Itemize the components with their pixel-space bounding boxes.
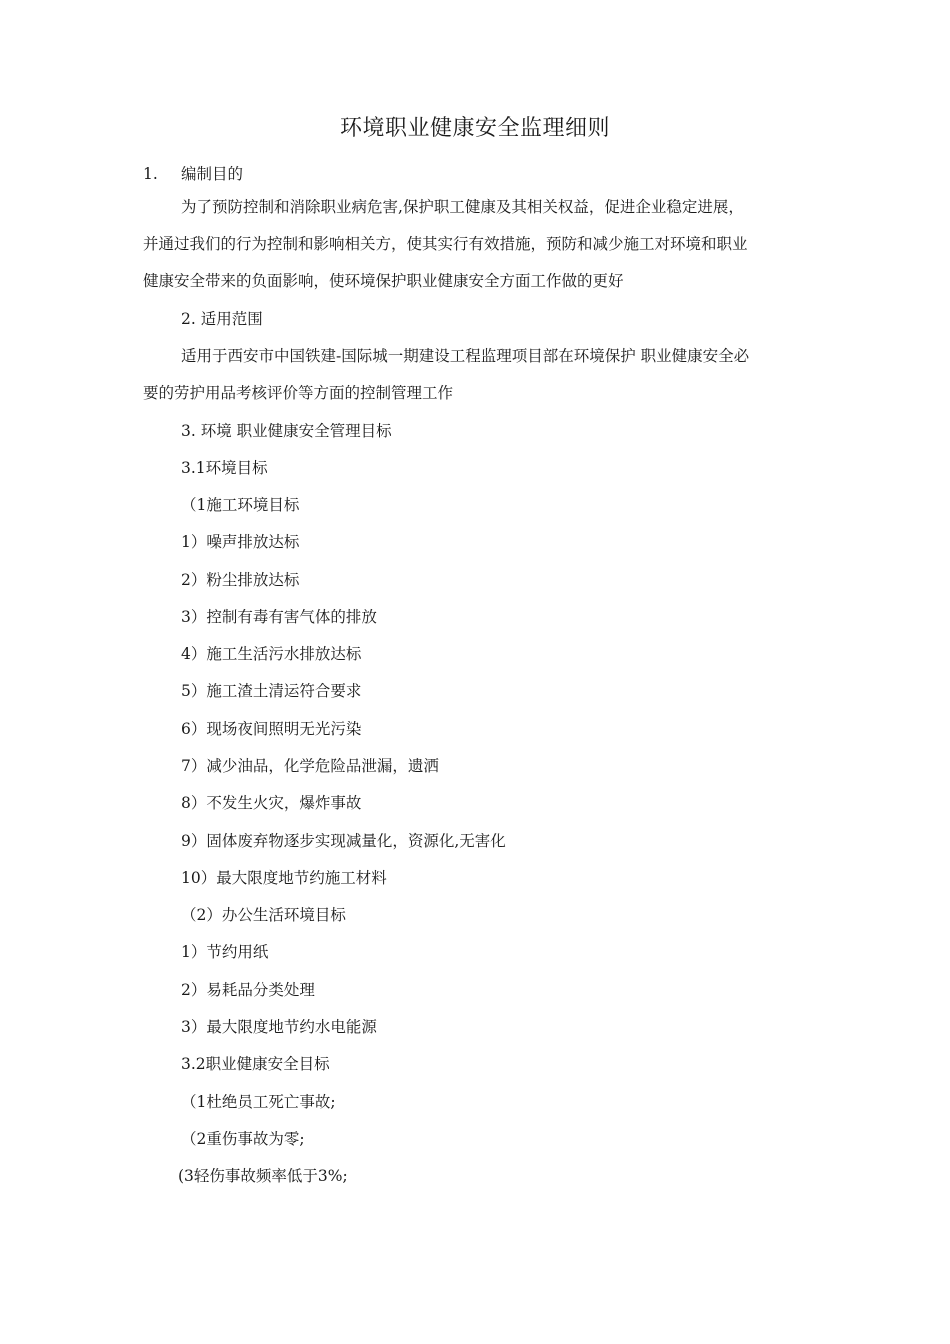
list-item: 10）最大限度地节约施工材料 — [181, 869, 387, 887]
section-2-para-line-1: 适用于西安市中国铁建-国际城一期建设工程监理项目部在环境保护 职业健康安全必 — [181, 347, 750, 365]
section-1-para-line-2: 并通过我们的行为控制和影响相关方，使其实行有效措施，预防和减少施工对环境和职业 — [143, 235, 748, 253]
list-item: （1杜绝员工死亡事故; — [181, 1093, 336, 1111]
section-1-para-line-3: 健康安全带来的负面影响，使环境保护职业健康安全方面工作做的更好 — [143, 272, 624, 290]
section-3-1-heading: 3.1环境目标 — [181, 459, 268, 477]
list-item: 6）现场夜间照明无光污染 — [181, 720, 362, 738]
section-3-1-subheading-2: （2）办公生活环境目标 — [181, 906, 346, 924]
section-3-1-subheading-1: （1施工环境目标 — [181, 496, 300, 514]
list-item: 9）固体废弃物逐步实现减量化，资源化,无害化 — [181, 832, 506, 850]
list-item: （2重伤事故为零; — [181, 1130, 305, 1148]
list-item: (3轻伤事故频率低于3%; — [178, 1167, 348, 1185]
list-item: 1）节约用纸 — [181, 943, 269, 961]
section-2-para-line-2: 要的劳护用品考核评价等方面的控制管理工作 — [143, 384, 454, 402]
list-item: 8）不发生火灾，爆炸事故 — [181, 794, 362, 812]
list-item: 7）减少油品，化学危险品泄漏，遗洒 — [181, 757, 439, 775]
list-item: 3）控制有毒有害气体的排放 — [181, 608, 377, 626]
section-1-number: 1. — [143, 165, 158, 183]
section-1-heading — [143, 163, 243, 185]
section-2-heading: 2. 适用范围 — [181, 310, 263, 328]
list-item: 3）最大限度地节约水电能源 — [181, 1018, 377, 1036]
list-item: 5）施工渣土清运符合要求 — [181, 682, 362, 700]
list-item: 4）施工生活污水排放达标 — [181, 645, 362, 663]
list-item: 1）噪声排放达标 — [181, 533, 300, 551]
section-3-heading: 3. 环境 职业健康安全管理目标 — [181, 422, 392, 440]
list-item: 2）粉尘排放达标 — [181, 571, 300, 589]
document-title: 环境职业健康安全监理细则 — [339, 116, 610, 141]
section-1-para-line-1: 为了预防控制和消除职业病危害,保护职工健康及其相关权益，促进企业稳定进展， — [181, 198, 744, 216]
section-3-2-heading: 3.2职业健康安全目标 — [181, 1055, 330, 1073]
section-1-title: 编制目的 — [181, 165, 244, 183]
list-item: 2）易耗品分类处理 — [181, 981, 315, 999]
